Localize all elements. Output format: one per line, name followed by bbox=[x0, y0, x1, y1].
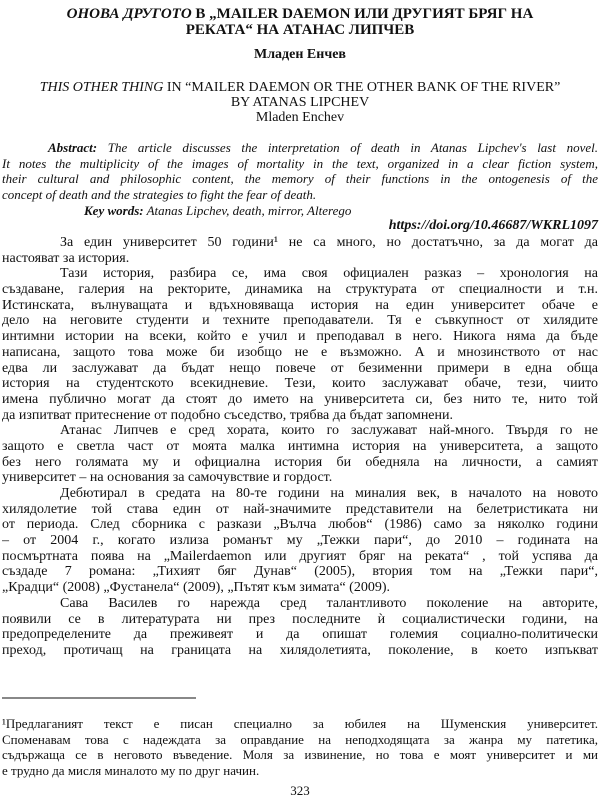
keywords-label: Key words: bbox=[84, 202, 144, 218]
text-line: Дебютирал в средата на 80-те години на миналия век, в началото на новото bbox=[60, 486, 598, 501]
author-en: Mladen Enchev bbox=[255, 110, 345, 125]
page-number: 323 bbox=[290, 783, 310, 798]
text-line: Атанас Липчев е сред хората, които го заслужават най-много. Твърдя го не bbox=[60, 423, 598, 439]
article-title-en bbox=[2, 80, 598, 125]
text-line: настояват за история. bbox=[2, 250, 130, 266]
doi-link[interactable]: https://doi.org/10.46687/WKRL1097 bbox=[388, 218, 598, 234]
paragraph bbox=[2, 486, 598, 596]
paragraph bbox=[2, 423, 598, 486]
footnote-line: съдържаща се в неговото въведение. Моля за извинение, но това е моят университет и ми bbox=[2, 747, 598, 763]
text-line: без него голямата му и официална история би обедняла на личности, а самият bbox=[2, 454, 598, 470]
text-line: интимни истории на всеки, който е учил и преподавал в него. Никога няма да бъде bbox=[2, 329, 598, 345]
text-line: Истинската, вълнуващата и вдъхновяваща история на един университет обаче е bbox=[2, 297, 598, 313]
text-line: хилядолетие той става един от най-значимите представители на белетристиката ни bbox=[2, 501, 598, 517]
paragraph bbox=[2, 235, 598, 266]
text-line: едва ли заслужават да бъдат нещо повече от безименни примери в една обща bbox=[2, 360, 598, 376]
text-line: дело на неговите студенти и техните преподаватели. Тя е съвкупност от хилядите bbox=[2, 313, 598, 329]
text-line: история на студентското всекидневие. Тези, които заслужават обаче, тези, чиито bbox=[2, 376, 598, 392]
text-line: Тази история, разбира се, има своя официален разказ – хронология на bbox=[60, 266, 598, 282]
footnote-line: Споменавам това с надеждата за оправдание на неподходящата за жанра му патетика, bbox=[2, 731, 598, 747]
paragraph bbox=[2, 266, 598, 423]
abstract-line: The article discusses the interpretation of death in Atanas Lipchev's last novel. bbox=[97, 140, 598, 155]
text-line: имена публично могат да стоят до името на университета си, без нито те, нито той bbox=[2, 391, 598, 407]
author-bg: Младен Енчев bbox=[253, 47, 346, 62]
article-title-bg bbox=[2, 6, 598, 38]
text-line: да изпитват притеснение от подобно съседство, трябва да бъдат запомнени. bbox=[2, 407, 454, 423]
footnote-line: ¹Предлаганият текст е писан специално за юбилея на Шуменския университет. bbox=[2, 716, 598, 731]
footnote-divider bbox=[2, 697, 196, 699]
text-line: от периода. След сборника с разкази „Вълча любов“ (1986) само за няколко години bbox=[2, 517, 598, 533]
abstract-line: their cultural and philosophic content, the memory of their functions in the ontogenesis of the bbox=[2, 171, 598, 187]
en-title-line-2: BY ATANAS LIPCHEV bbox=[230, 95, 370, 110]
text-line: създаде 7 романа: „Тихият бяг Дунав“ (2005), втория том на „Тежки пари“, bbox=[2, 564, 598, 580]
footnote bbox=[2, 716, 598, 779]
title-line-2: РЕКАТА“ НА АТАНАС ЛИПЧЕВ bbox=[185, 22, 415, 38]
text-line: написана, защото това може би изобщо не е възможно. А и мнозинството от нас bbox=[2, 344, 598, 360]
title-rest: В „MAILER DAEMON ИЛИ ДРУГИЯТ БРЯГ НА bbox=[191, 6, 534, 22]
en-title-rest: IN “MAILER DAEMON OR THE OTHER BANK OF THE RIVER” bbox=[163, 80, 561, 95]
text-line: Сава Василев го нарежда сред талантливото поколение на авторите, bbox=[60, 595, 598, 611]
text-line: появили се в литературата ни през последните ѝ социалистически години, на bbox=[2, 611, 598, 627]
text-line: посмъртната поява на „Mailerdaemon или другият бряг на реката“ , той успява да bbox=[2, 548, 598, 564]
text-line: За един университет 50 години¹ не са много, но достатъчно, за да могат да bbox=[60, 235, 598, 250]
keywords bbox=[2, 203, 598, 219]
text-line: – от 2004 г., когато излиза романът му „Тежки пари“, до 2010 – годината на bbox=[2, 533, 598, 549]
abstract-line: It notes the multiplicity of the images of mortality in the text, organized in a clear fiction system, bbox=[2, 155, 598, 171]
abstract-line: concept of death and the strategies to fight the fear of death. bbox=[2, 187, 317, 203]
paragraph bbox=[2, 596, 598, 659]
abstract bbox=[2, 140, 598, 234]
text-line: защото е светла част от моята малка интимна история на университета, а защото bbox=[2, 438, 598, 454]
text-line: университет – на основания за самочувствие и гордост. bbox=[2, 470, 333, 486]
text-line: създаване, галерия на ректорите, динамика на структурата от специалности и т.н. bbox=[2, 282, 598, 298]
text-line: преход, протичащ на границата на хилядолетията, поколение, в което изпъкват bbox=[2, 642, 598, 658]
body-text bbox=[2, 235, 598, 659]
text-line: „Крадци“ (2008) „Фустанела“ (2009), „Пътят към зимата“ (2009). bbox=[2, 580, 390, 596]
keywords-value: Atanas Lipchev, death, mirror, Alterego bbox=[143, 202, 352, 218]
abstract-label: Abstract: bbox=[48, 140, 98, 155]
en-title-italic-part: THIS OTHER THING bbox=[39, 80, 164, 95]
footnote-line: е трудно да мисля миналото му по друг начин. bbox=[2, 763, 260, 779]
text-line: предопределените да преживеят и да опишат големия социално-политически bbox=[2, 627, 598, 643]
title-italic-part: ОНОВА ДРУГОТО bbox=[66, 6, 192, 22]
